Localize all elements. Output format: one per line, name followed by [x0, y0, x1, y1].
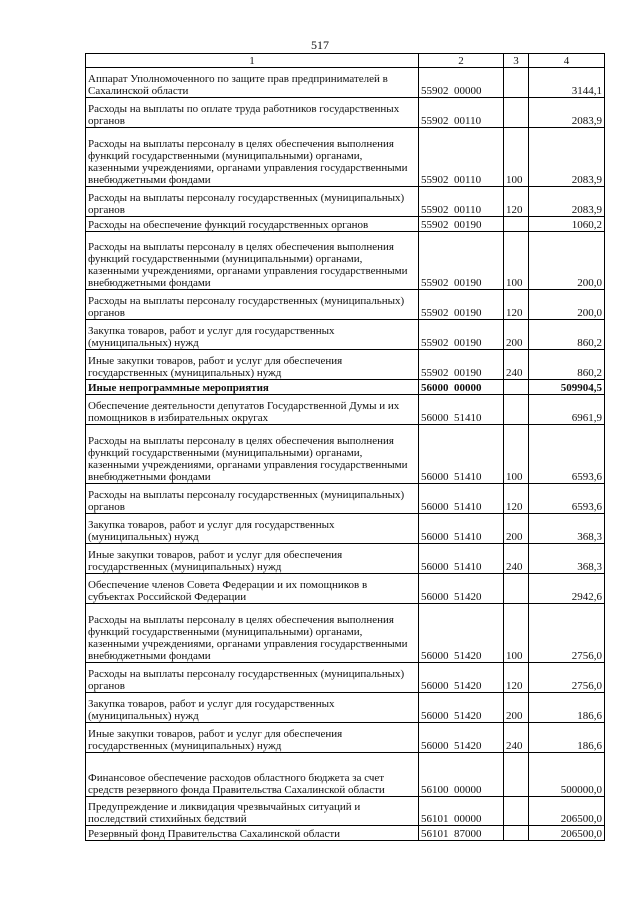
table-row — [86, 217, 605, 232]
row-amount-cell: 2756,0 — [529, 663, 605, 693]
row-name-cell: Предупреждение и ликвидация чрезвычайных ситуаций и последствий стихийных бедствий — [86, 797, 419, 826]
row-code-cell: 56000 51410 — [419, 395, 504, 425]
row-name-cell: Расходы на выплаты персоналу государственных (муниципальных) органов — [86, 484, 419, 514]
row-amount-cell: 2083,9 — [529, 98, 605, 128]
row-name-cell: Расходы на обеспечение функций государственных органов — [86, 217, 419, 232]
row-code-cell: 55902 00190 — [419, 320, 504, 350]
row-amount-cell: 860,2 — [529, 320, 605, 350]
page-number: 517 — [311, 38, 329, 52]
row-code-cell: 56000 51410 — [419, 425, 504, 484]
row-name-cell: Расходы на выплаты персоналу в целях обеспечения выполнения функций государственными (муниципальными) органами, казенными учреждениями, органами управления государственными внебюджетными фондами — [86, 232, 419, 290]
row-amount-cell: 368,3 — [529, 514, 605, 544]
row-kind-cell: 240 — [504, 723, 529, 753]
table-row — [86, 663, 605, 693]
budget-table — [85, 53, 605, 841]
table-row — [86, 128, 605, 187]
row-kind-cell — [504, 574, 529, 604]
row-amount-cell: 500000,0 — [529, 753, 605, 797]
row-kind-cell — [504, 826, 529, 841]
row-code-cell: 55902 00110 — [419, 187, 504, 217]
table-row — [86, 753, 605, 797]
row-code-cell: 55902 00190 — [419, 232, 504, 290]
row-code-cell: 56101 87000 — [419, 826, 504, 841]
row-amount-cell: 206500,0 — [529, 797, 605, 826]
row-kind-cell — [504, 380, 529, 395]
header-col-3: 3 — [504, 54, 529, 68]
row-amount-cell: 2756,0 — [529, 604, 605, 663]
row-kind-cell — [504, 68, 529, 98]
row-name-cell: Иные закупки товаров, работ и услуг для обеспечения государственных (муниципальных) нужд — [86, 723, 419, 753]
row-name-cell: Резервный фонд Правительства Сахалинской области — [86, 826, 419, 841]
table-row — [86, 604, 605, 663]
row-amount-cell: 186,6 — [529, 723, 605, 753]
row-name-cell: Расходы на выплаты персоналу в целях обеспечения выполнения функций государственными (муниципальными) органами, казенными учреждениями, органами управления государственными внебюджетными фондами — [86, 425, 419, 484]
row-kind-cell: 240 — [504, 350, 529, 380]
table-row — [86, 187, 605, 217]
row-amount-cell: 6961,9 — [529, 395, 605, 425]
row-code-cell: 56000 51410 — [419, 514, 504, 544]
header-row — [86, 54, 605, 68]
row-code-cell: 56100 00000 — [419, 753, 504, 797]
row-kind-cell: 120 — [504, 187, 529, 217]
row-name-cell: Аппарат Уполномоченного по защите прав предпринимателей в Сахалинской области — [86, 68, 419, 98]
row-code-cell: 55902 00190 — [419, 350, 504, 380]
row-code-cell: 56000 51410 — [419, 484, 504, 514]
row-kind-cell: 200 — [504, 693, 529, 723]
row-kind-cell — [504, 98, 529, 128]
table-row — [86, 797, 605, 826]
row-amount-cell: 2942,6 — [529, 574, 605, 604]
row-name-cell: Расходы на выплаты персоналу государственных (муниципальных) органов — [86, 663, 419, 693]
row-code-cell: 55902 00190 — [419, 290, 504, 320]
row-code-cell: 56101 00000 — [419, 797, 504, 826]
table-row — [86, 232, 605, 290]
row-code-cell: 55902 00110 — [419, 128, 504, 187]
row-kind-cell: 100 — [504, 425, 529, 484]
table-row — [86, 514, 605, 544]
row-code-cell: 56000 51420 — [419, 693, 504, 723]
row-kind-cell: 120 — [504, 484, 529, 514]
table-row — [86, 574, 605, 604]
row-name-cell: Финансовое обеспечение расходов областного бюджета за счет средств резервного фонда Правительства Сахалинской области — [86, 753, 419, 797]
table-row — [86, 395, 605, 425]
row-name-cell: Закупка товаров, работ и услуг для государственных (муниципальных) нужд — [86, 514, 419, 544]
row-amount-cell: 6593,6 — [529, 484, 605, 514]
row-kind-cell: 120 — [504, 290, 529, 320]
row-amount-cell: 509904,5 — [529, 380, 605, 395]
table-row — [86, 693, 605, 723]
header-col-4: 4 — [529, 54, 605, 68]
row-code-cell: 56000 51420 — [419, 574, 504, 604]
row-name-cell: Расходы на выплаты по оплате труда работников государственных органов — [86, 98, 419, 128]
row-amount-cell: 2083,9 — [529, 128, 605, 187]
row-amount-cell: 206500,0 — [529, 826, 605, 841]
row-code-cell: 56000 51420 — [419, 604, 504, 663]
row-code-cell: 55902 00000 — [419, 68, 504, 98]
row-kind-cell — [504, 753, 529, 797]
row-kind-cell: 120 — [504, 663, 529, 693]
table-row — [86, 425, 605, 484]
table-row — [86, 350, 605, 380]
header-col-1: 1 — [86, 54, 419, 68]
row-amount-cell: 200,0 — [529, 290, 605, 320]
row-kind-cell: 100 — [504, 232, 529, 290]
row-name-cell: Иные закупки товаров, работ и услуг для обеспечения государственных (муниципальных) нужд — [86, 350, 419, 380]
row-kind-cell: 100 — [504, 128, 529, 187]
row-kind-cell — [504, 797, 529, 826]
row-kind-cell: 100 — [504, 604, 529, 663]
table-row — [86, 484, 605, 514]
row-amount-cell: 368,3 — [529, 544, 605, 574]
table-row — [86, 68, 605, 98]
row-name-cell: Расходы на выплаты персоналу в целях обеспечения выполнения функций государственными (муниципальными) органами, казенными учреждениями, органами управления государственными внебюджетными фондами — [86, 128, 419, 187]
row-kind-cell — [504, 395, 529, 425]
row-kind-cell: 200 — [504, 320, 529, 350]
row-name-cell: Закупка товаров, работ и услуг для государственных (муниципальных) нужд — [86, 320, 419, 350]
row-amount-cell: 860,2 — [529, 350, 605, 380]
row-amount-cell: 1060,2 — [529, 217, 605, 232]
table-body — [86, 68, 605, 841]
row-code-cell: 56000 51420 — [419, 663, 504, 693]
row-kind-cell: 200 — [504, 514, 529, 544]
row-amount-cell: 6593,6 — [529, 425, 605, 484]
table-row — [86, 290, 605, 320]
row-kind-cell — [504, 217, 529, 232]
table-row — [86, 723, 605, 753]
table-row — [86, 826, 605, 841]
row-name-cell: Иные непрограммные мероприятия — [86, 380, 419, 395]
row-amount-cell: 3144,1 — [529, 68, 605, 98]
row-amount-cell: 186,6 — [529, 693, 605, 723]
table-row — [86, 320, 605, 350]
row-name-cell: Иные закупки товаров, работ и услуг для обеспечения государственных (муниципальных) нужд — [86, 544, 419, 574]
row-code-cell: 56000 51410 — [419, 544, 504, 574]
row-name-cell: Расходы на выплаты персоналу государственных (муниципальных) органов — [86, 187, 419, 217]
row-code-cell: 55902 00190 — [419, 217, 504, 232]
table-row — [86, 544, 605, 574]
row-name-cell: Обеспечение членов Совета Федерации и их помощников в субъектах Российской Федерации — [86, 574, 419, 604]
table-row — [86, 98, 605, 128]
row-name-cell: Расходы на выплаты персоналу государственных (муниципальных) органов — [86, 290, 419, 320]
row-code-cell: 55902 00110 — [419, 98, 504, 128]
table-row — [86, 380, 605, 395]
row-code-cell: 56000 51420 — [419, 723, 504, 753]
row-name-cell: Закупка товаров, работ и услуг для государственных (муниципальных) нужд — [86, 693, 419, 723]
row-kind-cell: 240 — [504, 544, 529, 574]
row-code-cell: 56000 00000 — [419, 380, 504, 395]
row-amount-cell: 2083,9 — [529, 187, 605, 217]
row-amount-cell: 200,0 — [529, 232, 605, 290]
header-col-2: 2 — [419, 54, 504, 68]
row-name-cell: Обеспечение деятельности депутатов Государственной Думы и их помощников в избирательных округах — [86, 395, 419, 425]
row-name-cell: Расходы на выплаты персоналу в целях обеспечения выполнения функций государственными (муниципальными) органами, казенными учреждениями, органами управления государственными внебюджетными фондами — [86, 604, 419, 663]
